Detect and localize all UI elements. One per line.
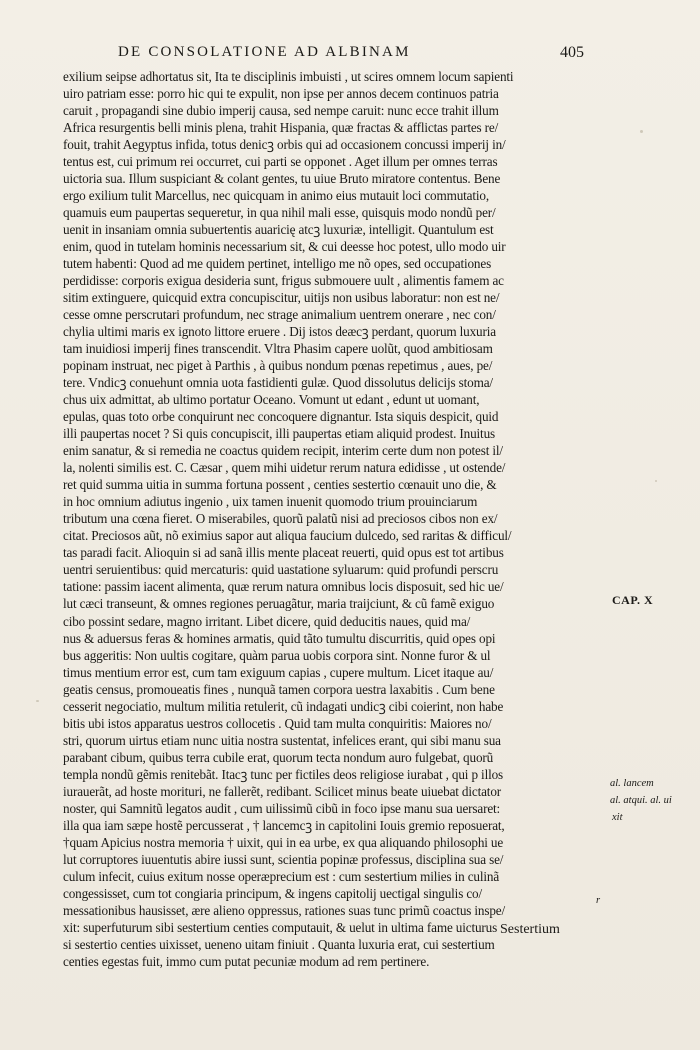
text-line: cibo possint sedare, magno irritant. Libet dicere, quid deducitis naues, quid ma/ [63, 613, 471, 629]
paper-speck [640, 130, 643, 133]
text-line: bitis ubi istos apparatus uestros collocetis . Quid tam multa conquiritis: Maiores no/ [63, 715, 492, 731]
text-line: geatis census, promoueatis fines , nunquã tamen corpora uestra laxabitis . Cum bene [63, 681, 495, 697]
text-line: exilium seipse adhortatus sit, Ita te disciplinis imbuisti , ut scires omnem locum sapienti [63, 69, 514, 84]
text-line: tam inuidiosi imperij fines transcendit. Vltra Phasim capere uolũt, quod ambitiosam [63, 341, 493, 357]
text-line: la, nolenti similis est. C. Cæsar , quem mihi uidetur rerum natura edidisse , ut ostende/ [63, 460, 506, 476]
page-number: 405 [560, 44, 584, 61]
text-line: timus mentium error est, cum tam exiguum capias , cupere multum. Licet itaque au/ [63, 664, 494, 680]
text-line: centies egestas fuit, immo cum putat pecuniæ modum ad rem pertinere. [63, 953, 430, 969]
text-line: Africa resurgentis belli minis plena, trahit Hispania, quæ fractas & afflictas partes re/ [63, 120, 499, 136]
text-line: sitim extinguere, quicquid extra concupiscitur, uitijs non usibus laboratur: non est ne/ [63, 290, 500, 306]
text-line: messationibus hausisset, ære alieno oppressus, rationes suas tunc primũ coactus inspe/ [63, 902, 505, 918]
marginal-note: xit [612, 812, 623, 823]
text-line: ergo exilium tulit Marcellus, nec quicquam in animo eius mutauit loci commutatio, [63, 188, 489, 204]
text-line: illa qua iam sæpe hostẽ percusserat , † lancemcꝫ in capitolini Iouis gremio reposuerat, [63, 817, 505, 833]
text-line: chylia ultimi maris ex ignoto littore eruere . Dij istos deæcꝫ perdant, quorum luxuria [63, 324, 496, 340]
paper-speck [655, 480, 657, 482]
text-line: citat. Preciosos aũt, nõ eximius sapor aut aliqua faucium dulcedo, sed raritas & difficul/ [63, 528, 512, 544]
text-line: tas paradi facit. Alioquin si ad sanã illis mente placeat reuerti, quid opus est tot artibus [63, 545, 504, 561]
body-text [63, 68, 593, 970]
text-line: in hoc omnium adiutus ingenio , uix tamen inuenit quomodo trium prouinciarum [63, 494, 478, 510]
text-line: tributum una cœna fieret. O miserabiles, quorũ palatũ nisi ad preciosos cibos non ex/ [63, 511, 498, 527]
text-line: xit: superfuturum sibi sestertium centies computauit, & uelut in ultima fame uicturus [63, 919, 498, 935]
catchword: Sestertium [500, 922, 560, 937]
text-line: epulas, quas toto orbe conquirunt nec concoquere dignantur. Ista siquis despicit, quid [63, 409, 499, 425]
text-line: cesserit negociatio, multum militia retulerit, cũ indagati undicꝫ cibi coierint, non habe [63, 698, 504, 714]
text-line: culum infecit, cuius exitum nosse operæprecium est : cum sestertium milies in culinã [63, 868, 500, 884]
text-line: lut cæci transeunt, & omnes regiones peruagãtur, maria traijciunt, & cũ famẽ exiguo [63, 596, 495, 612]
text-line: uentri seruientibus: quid mercaturis: quid uastatione syluarum: quid profundi perscru [63, 562, 499, 578]
text-line: uictoria sua. Illum suspiciant & colant gentes, tu uiue Bruto miratore contentus. Bene [63, 171, 501, 187]
text-line: perdidisse: corporis exigua desideria sunt, frigus submouere uult , alimentis famem ac [63, 273, 504, 289]
text-line: parabant cibum, quibus terra cubile erat, quorum tecta nondum auro fulgebat, quorũ [63, 749, 494, 765]
text-line: uiro patriam esse: porro hic qui te expulit, non ipse per annos decem continuos patria [63, 86, 499, 102]
marginal-note: r [596, 895, 601, 906]
text-line: uenit in insaniam omnia subuertentis auaricię atcꝫ luxuriæ, intelligit. Quantulum est [63, 222, 494, 238]
text-line: tentus est, cui primum rei occurret, cui parti se opponet . Aget illum per omnes terras [63, 154, 498, 170]
marginal-note: al. atqui. al. ui [610, 795, 672, 806]
text-line: noster, qui Samnitũ legatos audit , cum uilissimũ cibũ in foco ipse manu sua uersaret: [63, 800, 501, 816]
text-line: lut corruptores iuuentutis abire iussi sunt, scientia popinæ professus, disciplina sua se/ [63, 851, 504, 867]
text-line: tatione: passim iacent alimenta, quæ rerum natura omnibus locis disposuit, sed hic ue/ [63, 579, 504, 595]
text-line: nus & aduersus feras & homines armatis, quid tãto tumultu discurritis, quid opes opi [63, 630, 496, 646]
text-line: illi paupertas nocet ? Si quis concupiscit, illi paupertas etiam aliquid prodest. Inuitus [63, 426, 495, 442]
text-line: bus aggeritis: Non uultis cogitare, quàm parua uobis corpora sint. Nonne furor & ul [63, 647, 491, 663]
chapter-marker: CAP. X [612, 593, 654, 607]
text-line: fouit, trahit Aegyptus infida, totus denicꝫ orbis qui ad occasionem concussi imperij in/ [63, 137, 506, 153]
text-line: quamuis eum paupertas sequeretur, in qua nihil mali esse, quisquis modo nondũ per/ [63, 205, 496, 221]
text-line: chus uix admittat, ab ultimo portatur Oceano. Vomunt ut edant , edunt ut uomant, [63, 392, 480, 408]
text-line: tere. Vndicꝫ conuehunt omnia uota fastidienti gulæ. Quod dissolutus delicijs stoma/ [63, 375, 493, 391]
paper-speck [36, 700, 39, 702]
text-line: congessisset, cum tot congiaria principum, & ingens capitolij uectigal singulis co/ [63, 885, 482, 901]
text-line: enim, quod in tutelam hominis necessarium sit, & cui deesse hoc potest, ullo modo uir [63, 239, 506, 255]
text-line: tutem habenti: Quod ad me quidem pertinet, intelligo me nõ opes, sed occupationes [63, 256, 492, 272]
text-line: stri, quorum uirtus etiam nunc uitia nostra sustentat, infelices erant, qui sibi manu sua [63, 732, 501, 748]
text-line: iurauerãt, ad hoste morituri, ne fallerẽt, redibant. Scilicet minus beate uiuebat dictator [63, 783, 502, 799]
text-line: templa nondũ gẽmis renitebãt. Itacꝫ tunc per fictiles deos religiose iurabat , qui p illos [63, 766, 504, 782]
text-line: cesse omne perscrutari profundum, nec strage animalium uentrem onerare , nec con/ [63, 307, 496, 323]
running-header [118, 44, 618, 68]
running-title: DE CONSOLATIONE AD ALBINAM [118, 44, 411, 60]
text-line: †quam Apicius nostra memoria † uixit, qui in ea urbe, ex qua aliquando philosophi ue [63, 834, 504, 850]
text-line: si sestertio centies uixisset, ueneno uitam finiuit . Quanta luxuria erat, cui sestertium [63, 936, 495, 952]
marginal-note: al. lancem [610, 778, 654, 789]
text-line: caruit , propagandi sine dubio imperij causa, sed nempe caruit: nunc ecce trahit illum [63, 103, 499, 119]
text-line: ret quid summa uitia in summa fortuna possent , centies sestertio cœnauit uno die, & [63, 477, 497, 493]
text-line: enim sanatur, & si remedia ne coactus quidem recipit, interim certe dum non potest il/ [63, 443, 503, 459]
text-line: popinam instruat, nec piget à Parthis , à quibus nondum pœnas repetimus , aues, pe/ [63, 358, 493, 374]
